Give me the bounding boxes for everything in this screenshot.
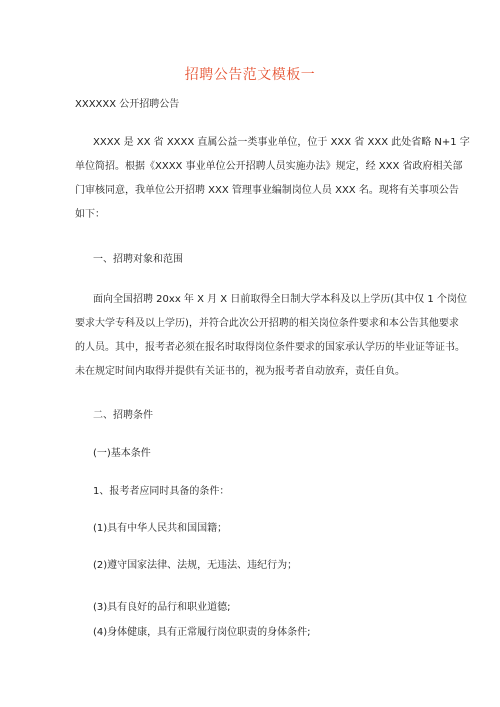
section-1-line-4: 未在规定时间内取得并提供有关证书的，视为报考者自动放弃，责任自负。: [75, 366, 405, 377]
intro-line-2: 单位简招。根据《XXXX 事业单位公开招聘人员实施办法》规定，经 XXX 省政府相关部: [75, 161, 463, 172]
section-1-line-3: 的人员。其中，报考者必须在报名时取得岗位条件要求的国家承认学历的毕业证等证书。: [75, 342, 465, 353]
condition-3: (3)具有良好的品行和职业道德;: [93, 602, 231, 613]
section-1-heading: 一、招聘对象和范围: [93, 254, 183, 265]
section-1-line-2: 要求大学专科及以上学历)，并符合此次公开招聘的相关岗位条件要求和本公告其他要求: [75, 318, 459, 329]
section-1-line-1: 面向全国招聘 20xx 年 X 月 X 日前取得全日制大学本科及以上学历(其中仅 1 个岗位: [93, 294, 467, 305]
announcement-subtitle: XXXXXX 公开招聘公告: [75, 99, 180, 110]
document-title: 招聘公告范文模板一: [184, 67, 316, 83]
subsection-1-heading: (一)基本条件: [93, 448, 151, 459]
section-2-heading: 二、招聘条件: [93, 410, 153, 421]
condition-1: (1)具有中华人民共和国国籍；: [93, 523, 228, 534]
condition-4: (4)身体健康，具有正常履行岗位职责的身体条件;: [93, 627, 311, 638]
condition-2: (2)遵守国家法律、法规，无违法、违纪行为；: [93, 560, 298, 571]
intro-line-4: 如下：: [75, 209, 105, 220]
intro-line-1: XXXX 是 XX 省 XXXX 直属公益一类事业单位，位于 XXX 省 XXX 此处省略 N+1 字: [93, 137, 470, 148]
intro-line-3: 门审核同意，我单位公开招聘 XXX 管理事业编制岗位人员 XXX 名。现将有关事项公告: [75, 185, 459, 196]
item-1-heading: 1、报考者应同时具备的条件：: [93, 486, 230, 497]
